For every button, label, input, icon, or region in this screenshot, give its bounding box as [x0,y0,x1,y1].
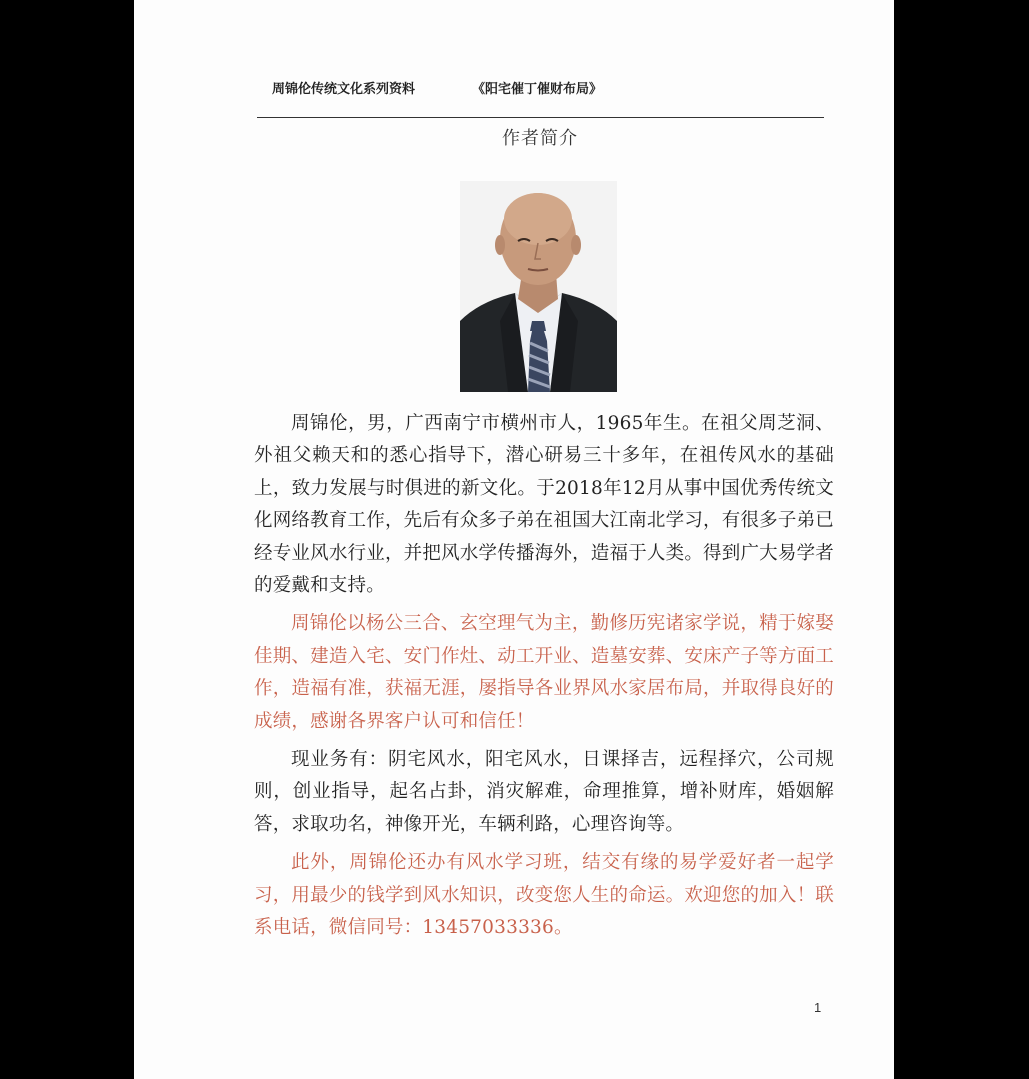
page-title: 作者简介 [502,128,578,149]
author-photo [460,181,617,392]
bio-paragraph: 周锦伦，男，广西南宁市横州市人，1965年生。在祖父周芝洞、外祖父赖天和的悉心指导下，潜心研易三十多年，在祖传风水的基础上，致力发展与时俱进的新文化。于2018年12月从事中国优秀传统文化网络教育工作，先后有众多子弟在祖国大江南北学习，有很多子弟已经专业风水行业，并把风水学传播海外，造福于人类。得到广大易学者的爱戴和支持。 [254,413,834,597]
bio-paragraph-red: 周锦伦以杨公三合、玄空理气为主，勤修历宪诸家学说，精于嫁娶佳期、建造入宅、安门作灶、动工开业、造墓安葬、安床产子等方面工作，造福有准，获福无涯，屡指导各业界风水家居布局，并取得良好的成绩，感谢各界客户认可和信任！ [254,613,834,732]
header-divider [257,117,824,118]
series-title: 周锦伦传统文化系列资料 [272,82,416,97]
document-page [134,0,894,1079]
page-number: 1 [814,1000,822,1015]
contact-paragraph: 此外，周锦伦还办有风水学习班，结交有缘的易学爱好者一起学习，用最少的钱学到风水知识，改变您人生的命运。欢迎您的加入！联系电话，微信同号：13457033336。 [254,852,834,939]
book-title: 《阳宅催丁催财布局》 [472,82,603,97]
services-paragraph: 现业务有：阴宅风水，阳宅风水，日课择吉，远程择穴，公司规则，创业指导，起名占卦，消灾解难，命理推算，增补财库，婚姻解答，求取功名，神像开光，车辆利路，心理咨询等。 [254,749,834,835]
author-bio [254,408,834,945]
